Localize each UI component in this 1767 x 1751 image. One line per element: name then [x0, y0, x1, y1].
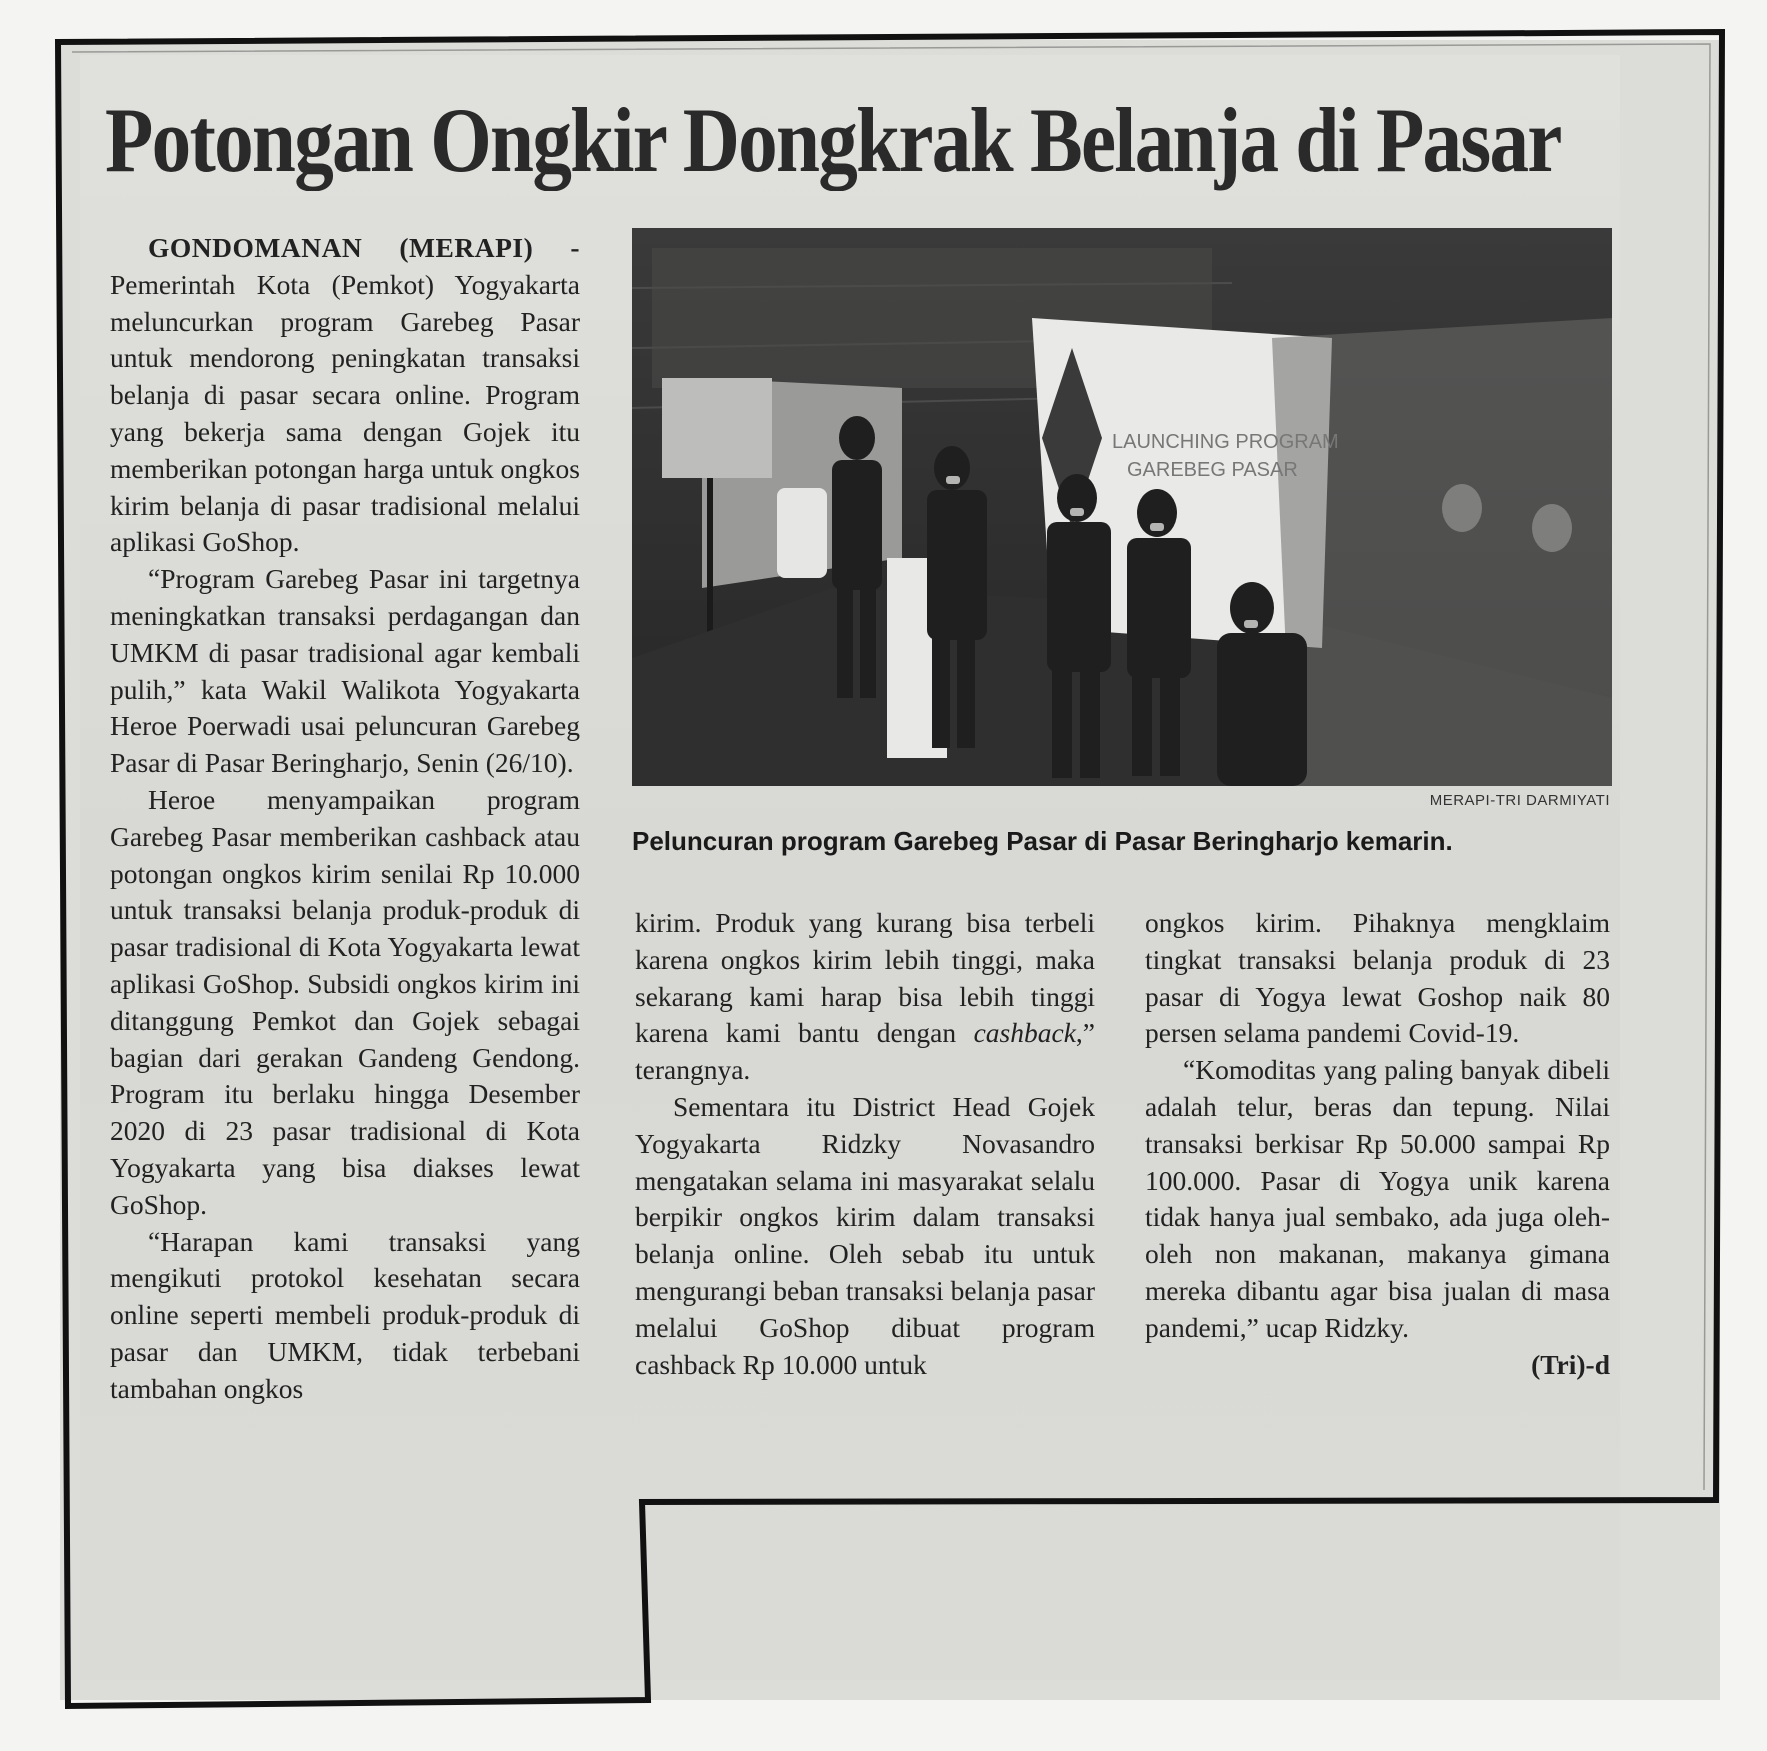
svg-text:GAREBEG PASAR: GAREBEG PASAR	[1127, 459, 1298, 481]
article-column-1	[110, 230, 580, 1408]
headline: Potongan Ongkir Dongkrak Belanja di Pasar	[105, 89, 1561, 191]
paragraph: GONDOMANAN (MERAPI) - Pemerintah Kota (Pemkot) Yogyakarta meluncurkan program Garebeg Pasar untuk mendorong peningkatan transaksi belanja di pasar secara online. Program yang bekerja sama dengan Gojek itu memberikan potongan harga untuk ongkos kirim belanja di pasar tradisional melalui aplikasi GoShop.	[110, 232, 580, 558]
dateline: GONDOMANAN (MERAPI) -	[148, 232, 580, 263]
article-column-2	[635, 905, 1095, 1383]
svg-text:LAUNCHING PROGRAM: LAUNCHING PROGRAM	[1112, 431, 1339, 453]
paragraph: “Program Garebeg Pasar ini targetnya meningkatkan transaksi perdagangan dan UMKM di pasar tradisional agar kembali pulih,” kata Wakil Walikota Yogyakarta Heroe Poerwadi usai peluncuran Garebeg Pasar di Pasar Beringharjo, Senin (26/10).	[110, 563, 580, 779]
paragraph: ongkos kirim. Pihaknya mengklaim tingkat transaksi belanja produk di 23 pasar di Yogya lewat Goshop naik 80 persen selama pandemi Covid-19.	[1145, 907, 1610, 1049]
author-signoff: (Tri)-d	[1531, 1348, 1610, 1380]
paragraph: “Harapan kami transaksi yang mengikuti protokol kesehatan secara online seperti membeli produk-produk di pasar dan UMKM, tidak terbebani tambahan ongkos	[110, 1225, 580, 1404]
photo-credit: MERAPI-TRI DARMIYATI	[1429, 792, 1610, 809]
paragraph: Sementara itu District Head Gojek Yogyakarta Ridzky Novasandro mengatakan selama ini masyarakat selalu berpikir ongkos kirim dalam transaksi belanja online. Oleh sebab itu untuk mengurangi beban transaksi belanja pasar melalui GoShop dibuat program cashback Rp 10.000 untuk	[635, 1090, 1095, 1380]
photo-caption: Peluncuran program Garebeg Pasar di Pasar Beringharjo kemarin.	[632, 826, 1453, 856]
paragraph: “Komoditas yang paling banyak dibeli adalah telur, beras dan tepung. Nilai transaksi berkisar Rp 50.000 sampai Rp 100.000. Pasar di Yogya unik karena tidak hanya jual sembako, ada juga oleh-oleh non makanan, makanya gimana mereka dibantu agar bisa jualan di masa pandemi,” ucap Ridzky.	[1145, 1054, 1610, 1343]
paragraph: Heroe menyampaikan program Garebeg Pasar memberikan cashback atau potongan ongkos kirim senilai Rp 10.000 untuk transaksi belanja produk-produk di pasar tradisional di Kota Yogyakarta lewat aplikasi GoShop. Subsidi ongkos kirim ini ditanggung Pemkot dan Gojek sebagai bagian dari gerakan Gandeng Gendong. Program itu berlaku hingga Desember 2020 di 23 pasar tradisional di Kota Yogyakarta yang bisa diakses lewat GoShop.	[110, 783, 580, 1220]
italic-term: cashback	[973, 1017, 1076, 1049]
news-photo	[632, 228, 1612, 786]
paragraph: kirim. Produk yang kurang bisa terbeli karena ongkos kirim lebih tinggi, maka sekarang kami harap bisa lebih tinggi karena kami bantu dengan cashback,” terangnya.	[635, 907, 1095, 1086]
article-column-3	[1145, 905, 1610, 1383]
